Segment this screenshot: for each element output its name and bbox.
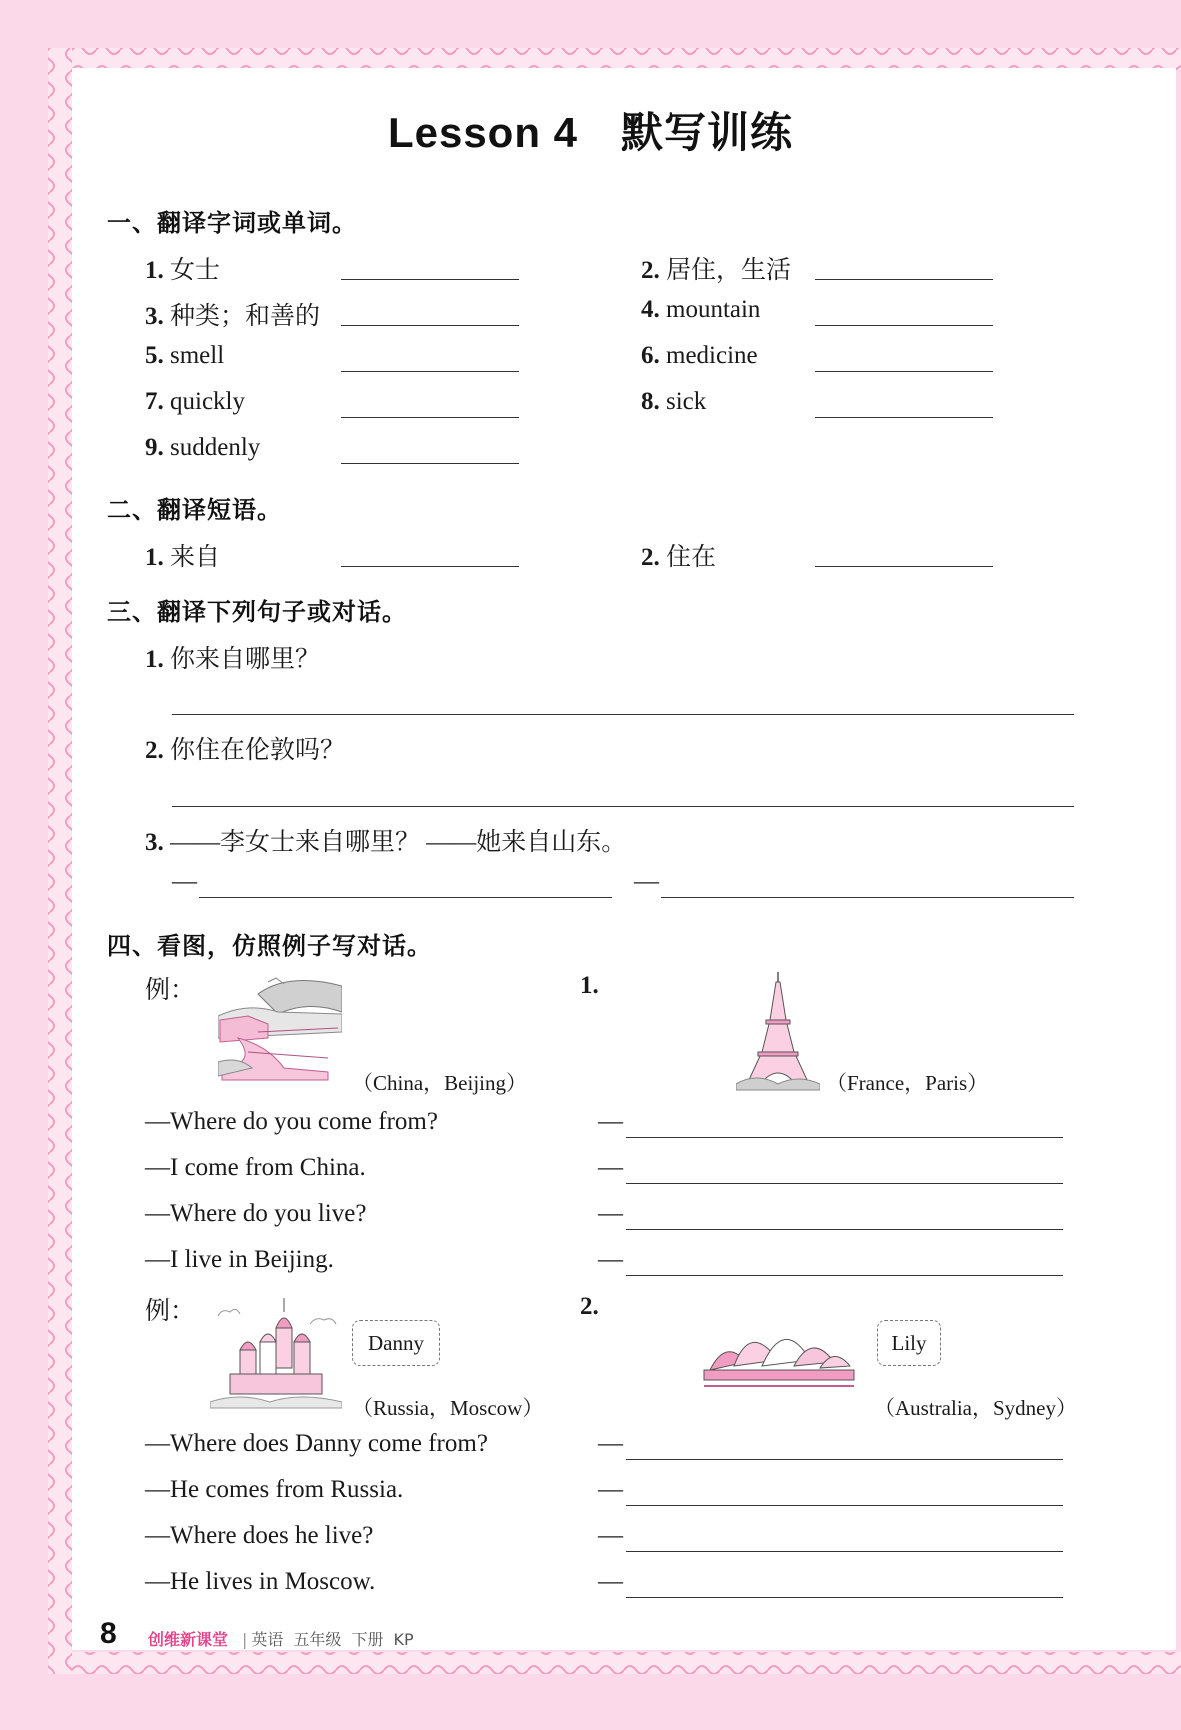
item-text: 你来自哪里？ [170, 646, 321, 673]
sentence-item [145, 822, 626, 858]
word-item [145, 388, 245, 416]
example-line: —Where do you live? [145, 1200, 367, 1227]
great-wall-icon [218, 972, 342, 1082]
kremlin-icon [210, 1298, 342, 1414]
answer-line[interactable] [172, 806, 1074, 807]
page-title: Lesson 4 默写训练 [387, 109, 794, 156]
section-4-heading: 四、看图，仿照例子写对话。 [107, 932, 432, 960]
footer-info [148, 1627, 424, 1650]
word-item [145, 434, 260, 462]
answer-blank[interactable] [815, 325, 993, 326]
task-caption: （Australia，Sydney） [874, 1396, 1077, 1420]
item-text: 你住在伦敦吗？ [170, 737, 346, 764]
sentence-item [145, 639, 320, 675]
dialogue-dash: — [598, 1246, 623, 1273]
footer-grade: 五年级 [293, 1630, 342, 1649]
item-text: 居住，生活 [666, 257, 792, 284]
answer-blank[interactable] [815, 371, 993, 372]
dialogue-dash: — [598, 1154, 623, 1181]
section-1-heading: 一、翻译字词或单词。 [107, 209, 357, 237]
item-number: 3. [145, 829, 164, 856]
answer-blank[interactable] [626, 1459, 1063, 1460]
item-text: ——李女士来自哪里？ ——她来自山东。 [170, 829, 627, 856]
dialogue-dash: — [598, 1108, 623, 1135]
item-text: suddenly [170, 434, 261, 461]
dialogue-dash: — [598, 1430, 623, 1457]
answer-blank[interactable] [341, 325, 519, 326]
item-number: 2. [641, 544, 660, 571]
task-number-text: 2. [580, 1293, 599, 1320]
item-number: 3. [145, 303, 164, 330]
eiffel-tower-icon [736, 972, 820, 1092]
dialogue-dash: — [598, 1476, 623, 1503]
example-label: 例： [145, 1298, 196, 1325]
dialogue-dash: — [598, 1568, 623, 1595]
item-number: 9. [145, 434, 164, 461]
item-number: 6. [641, 342, 660, 369]
task-number-text: 1. [580, 972, 599, 999]
answer-blank[interactable] [626, 1551, 1063, 1552]
word-item [641, 250, 791, 286]
item-number: 2. [145, 737, 164, 764]
answer-blank[interactable] [626, 1183, 1063, 1184]
answer-line[interactable] [172, 714, 1074, 715]
item-number: 1. [145, 544, 164, 571]
word-item [145, 296, 320, 332]
answer-blank[interactable] [815, 417, 993, 418]
answer-blank[interactable] [626, 1505, 1063, 1506]
phrase-item [145, 537, 220, 573]
item-number: 7. [145, 388, 164, 415]
speech-bubble: Lily [877, 1320, 941, 1366]
item-number: 1. [145, 646, 164, 673]
task-caption: （France，Paris） [826, 1071, 989, 1095]
answer-blank[interactable] [199, 897, 612, 898]
page-number: 8 [100, 1617, 117, 1650]
word-item [641, 342, 758, 370]
example-caption: （Russia，Moscow） [352, 1396, 544, 1420]
item-number: 5. [145, 342, 164, 369]
section-3-heading: 三、翻译下列句子或对话。 [107, 598, 407, 626]
word-item [145, 250, 220, 286]
item-text: 住在 [666, 544, 717, 571]
item-number: 4. [641, 296, 660, 323]
example-label: 例： [145, 977, 196, 1004]
answer-blank[interactable] [815, 279, 993, 280]
example-line: —He comes from Russia. [145, 1476, 404, 1503]
answer-blank[interactable] [341, 566, 519, 567]
footer-brand: 创维新课堂 [148, 1630, 229, 1649]
item-text: 女士 [170, 257, 221, 284]
footer-separator: | [242, 1630, 248, 1649]
item-text: quickly [170, 388, 245, 415]
item-text: mountain [666, 296, 761, 323]
speech-bubble: Danny [352, 1320, 440, 1366]
item-text: medicine [666, 342, 758, 369]
answer-blank[interactable] [626, 1597, 1063, 1598]
answer-blank[interactable] [626, 1229, 1063, 1230]
footer-edition: KP [393, 1630, 414, 1649]
answer-blank[interactable] [661, 897, 1074, 898]
dialogue-dash: — [172, 868, 197, 895]
answer-blank[interactable] [341, 279, 519, 280]
answer-blank[interactable] [341, 417, 519, 418]
item-text: 来自 [170, 544, 221, 571]
item-number: 2. [641, 257, 660, 284]
task-number [580, 1293, 599, 1321]
item-number: 1. [145, 257, 164, 284]
footer-subject: 英语 [251, 1630, 284, 1649]
answer-blank[interactable] [815, 566, 993, 567]
phrase-item [641, 537, 716, 573]
item-text: smell [170, 342, 225, 369]
example-caption: （China，Beijing） [352, 1071, 527, 1095]
sentence-item [145, 730, 345, 766]
example-line: —Where does Danny come from? [145, 1430, 488, 1457]
example-line: —Where do you come from? [145, 1108, 438, 1135]
item-text: 种类；和善的 [170, 303, 321, 330]
example-line: —I live in Beijing. [145, 1246, 334, 1273]
example-line: —He lives in Moscow. [145, 1568, 376, 1595]
example-line: —I come from China. [145, 1154, 366, 1181]
sydney-opera-house-icon [700, 1316, 858, 1392]
footer-volume: 下册 [351, 1630, 384, 1649]
answer-blank[interactable] [626, 1275, 1063, 1276]
word-item [641, 296, 760, 324]
item-text: sick [666, 388, 707, 415]
item-number: 8. [641, 388, 660, 415]
section-2-heading: 二、翻译短语。 [107, 496, 282, 524]
answer-blank[interactable] [341, 463, 519, 464]
word-item [145, 342, 224, 370]
answer-blank[interactable] [626, 1137, 1063, 1138]
dialogue-dash: — [598, 1200, 623, 1227]
task-number [580, 972, 599, 1000]
answer-blank[interactable] [341, 371, 519, 372]
dialogue-dash: — [634, 868, 659, 895]
word-item [641, 388, 706, 416]
example-line: —Where does he live? [145, 1522, 374, 1549]
dialogue-dash: — [598, 1522, 623, 1549]
